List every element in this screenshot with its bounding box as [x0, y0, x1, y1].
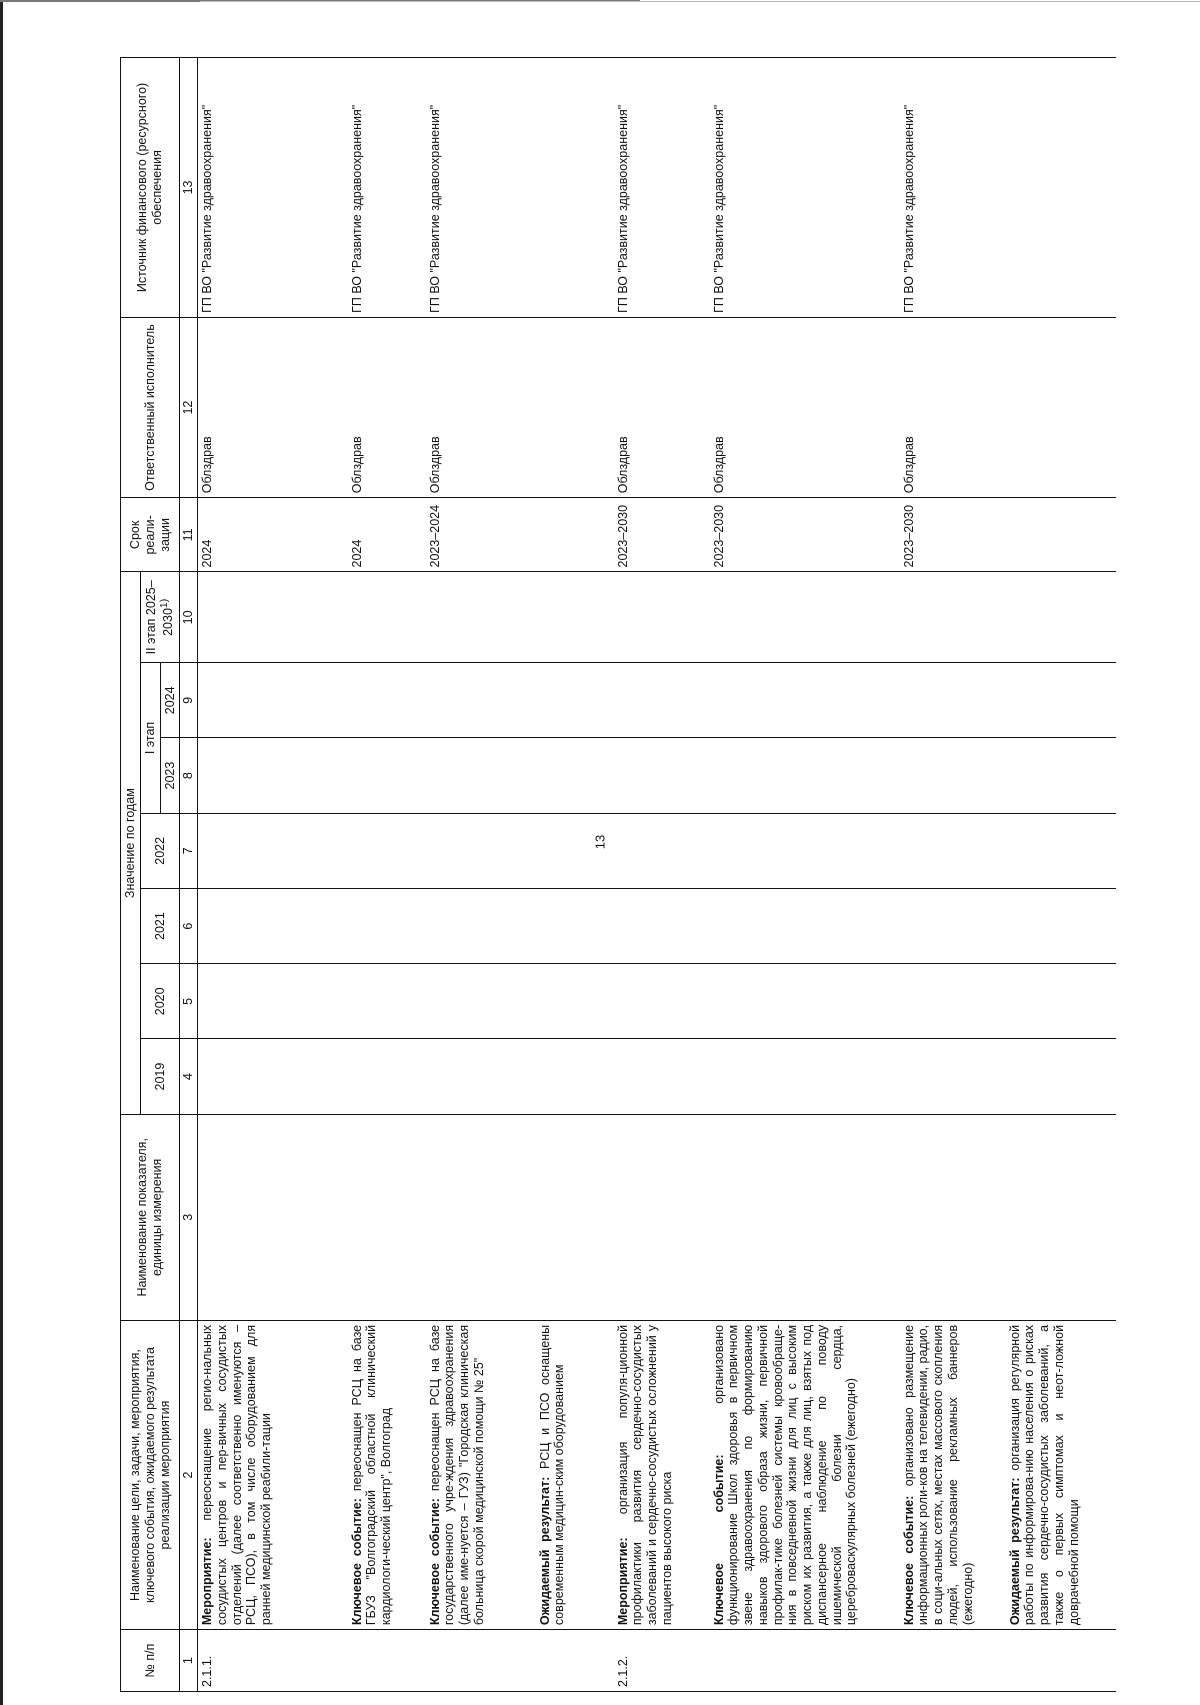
value-cell — [198, 1039, 348, 1114]
term-cell — [536, 498, 614, 572]
value-cell — [198, 572, 348, 663]
value-cell — [348, 1039, 426, 1114]
value-cell — [426, 738, 536, 813]
value-cell — [710, 964, 900, 1039]
value-cell — [348, 738, 426, 813]
value-cell — [348, 663, 426, 738]
table-row — [710, 58, 900, 1692]
item-label: Ключевое событие: — [901, 1495, 916, 1626]
value-cell — [900, 964, 1006, 1039]
header-stage2 — [140, 572, 180, 663]
scan-top-line — [200, 1, 1200, 2]
value-cell — [1006, 738, 1116, 813]
term-cell: 2023–2030 — [614, 498, 710, 572]
item-description — [614, 1320, 710, 1629]
value-cell — [348, 813, 426, 888]
header-term: Срок реали-зации — [121, 498, 180, 572]
term-cell: 2023–2024 — [426, 498, 536, 572]
item-text: переоснащен РСЦ на базе ГБУЗ "Волгоградский областной клинический кардиологи-ческий центр", Волгоград — [349, 1324, 393, 1626]
header-2022: 2022 — [140, 813, 180, 888]
header-2024: 2024 — [160, 663, 180, 738]
item-label: Ожидаемый результат: — [1007, 1477, 1022, 1626]
value-cell — [710, 663, 900, 738]
header-stage1: I этап — [140, 663, 160, 814]
row-number — [1006, 1630, 1116, 1692]
column-number: 2 — [180, 1320, 198, 1629]
item-label: Ключевое событие: — [349, 1498, 364, 1626]
indicator-cell — [198, 1114, 348, 1320]
value-cell — [710, 1039, 900, 1114]
value-cell — [426, 813, 536, 888]
item-label: Ожидаемый результат: — [537, 1476, 552, 1626]
value-cell — [536, 888, 614, 963]
item-label: Мероприятие: — [200, 1537, 214, 1626]
value-cell — [536, 813, 614, 888]
responsible-cell — [1006, 317, 1116, 497]
item-description — [900, 1320, 1006, 1629]
term-cell: 2023–2030 — [710, 498, 900, 572]
value-cell — [710, 813, 900, 888]
row-number — [900, 1630, 1006, 1692]
value-cell — [426, 663, 536, 738]
value-cell — [900, 572, 1006, 663]
value-cell — [614, 663, 710, 738]
item-description — [348, 1320, 426, 1629]
value-cell — [900, 888, 1006, 963]
table-body — [198, 58, 1116, 1692]
value-cell — [614, 964, 710, 1039]
source-cell: ГП ВО "Развитие здравоохранения" — [614, 58, 710, 318]
item-text: переоснащен РСЦ на базе государственного учре-ждения здравоохранения (далее име-нуется – ГУЗ) "Городская клиническая больница скорой медицинской помощи № 25" — [427, 1324, 486, 1626]
row-number — [536, 1630, 614, 1692]
value-cell — [900, 663, 1006, 738]
source-cell — [536, 58, 614, 318]
rotated-table-container — [120, 57, 1125, 1692]
header-source: Источник финансового (ресурсного) обеспечения — [121, 58, 180, 318]
value-cell — [1006, 572, 1116, 663]
header-2020: 2020 — [140, 964, 180, 1039]
responsible-cell — [536, 317, 614, 497]
scan-left-edge — [0, 0, 3, 1705]
table-row — [900, 58, 1006, 1692]
item-text: РСЦ и ПСО оснащены современным медицин-ским оборудованием — [537, 1324, 567, 1626]
program-table — [120, 57, 1116, 1692]
table-row — [426, 58, 536, 1692]
page-number: 13 — [592, 834, 608, 850]
value-cell — [198, 663, 348, 738]
table-row — [198, 58, 348, 1692]
item-label: Ключевое событие: — [427, 1498, 442, 1626]
value-cell — [614, 813, 710, 888]
table-row — [614, 58, 710, 1692]
value-cell — [348, 888, 426, 963]
column-number: 10 — [180, 572, 198, 663]
column-number: 4 — [180, 1039, 198, 1114]
value-cell — [426, 964, 536, 1039]
column-number: 7 — [180, 813, 198, 888]
header-num: № п/п — [121, 1630, 180, 1692]
column-number: 6 — [180, 888, 198, 963]
table-row — [348, 58, 426, 1692]
value-cell — [1006, 964, 1116, 1039]
row-number — [710, 1630, 900, 1692]
responsible-cell: Облздрав — [614, 317, 710, 497]
value-cell — [536, 964, 614, 1039]
table-row — [1006, 58, 1116, 1692]
value-cell — [348, 964, 426, 1039]
value-cell — [536, 738, 614, 813]
value-cell — [710, 738, 900, 813]
indicator-cell — [710, 1114, 900, 1320]
item-text: организовано функционирование Школ здоровья в первичном звене здравоохранения по формированию навыков здорового образа жизни, первичной профилак-тике болезней системы кровообраще-ния в повседневной жизни для лиц с высоким риском их развития, а также для лиц, взятых под диспансерное наблюдение по поводу ишемической болезни сердца, цереброваскулярных болезней (ежегодно) — [711, 1324, 859, 1626]
value-cell — [614, 1039, 710, 1114]
value-cell — [900, 813, 1006, 888]
value-cell — [1006, 663, 1116, 738]
header-2023: 2023 — [160, 738, 180, 813]
column-number: 13 — [180, 58, 198, 318]
value-cell — [348, 572, 426, 663]
row-number: 2.1.1. — [198, 1630, 348, 1692]
header-indicator: Наименование показателя, единицы измерения — [121, 1114, 180, 1320]
header-responsible: Ответственный исполнитель — [121, 317, 180, 497]
table-row — [536, 58, 614, 1692]
value-cell — [614, 572, 710, 663]
responsible-cell: Облздрав — [426, 317, 536, 497]
item-text: переоснащение регио-нальных сосудистых центров и пер-вичных сосудистых отделений (далее соответственно именуются – РСЦ, ПСО), в том числе оборудованием для ранней медицинской реабили-тации — [200, 1324, 273, 1626]
row-number — [426, 1630, 536, 1692]
column-number: 5 — [180, 964, 198, 1039]
item-label: Мероприятие: — [615, 1537, 630, 1626]
item-description — [426, 1320, 536, 1629]
item-description — [536, 1320, 614, 1629]
value-cell — [614, 888, 710, 963]
value-cell — [198, 964, 348, 1039]
value-cell — [426, 888, 536, 963]
value-cell — [198, 888, 348, 963]
responsible-cell: Облздрав — [348, 317, 426, 497]
value-cell — [900, 738, 1006, 813]
item-description — [198, 1320, 348, 1629]
item-text: организация регулярной работы по информирова-нию населения о рисках развития сердечно-сосудистых заболеваний, а также о первых симптомах и неот-ложной доврачебной помощи — [1007, 1324, 1081, 1626]
source-cell: ГП ВО "Развитие здравоохранения" — [198, 58, 348, 318]
item-label: Ключевое событие: — [711, 1454, 726, 1626]
row-number — [348, 1630, 426, 1692]
indicator-cell — [426, 1114, 536, 1320]
header-values-by-year: Значение по годам — [121, 572, 141, 1114]
column-number: 12 — [180, 317, 198, 497]
value-cell — [536, 663, 614, 738]
row-number: 2.1.2. — [614, 1630, 710, 1692]
term-cell: 2024 — [348, 498, 426, 572]
value-cell — [1006, 813, 1116, 888]
header-2019: 2019 — [140, 1039, 180, 1114]
indicator-cell — [614, 1114, 710, 1320]
column-number: 9 — [180, 663, 198, 738]
column-number: 3 — [180, 1114, 198, 1320]
source-cell: ГП ВО "Развитие здравоохранения" — [900, 58, 1006, 318]
source-cell: ГП ВО "Развитие здравоохранения" — [710, 58, 900, 318]
indicator-cell — [536, 1114, 614, 1320]
column-number: 8 — [180, 738, 198, 813]
source-cell — [1006, 58, 1116, 318]
indicator-cell — [900, 1114, 1006, 1320]
source-cell: ГП ВО "Развитие здравоохранения" — [348, 58, 426, 318]
value-cell — [426, 1039, 536, 1114]
value-cell — [1006, 888, 1116, 963]
responsible-cell: Облздрав — [710, 317, 900, 497]
value-cell — [536, 572, 614, 663]
source-cell: ГП ВО "Развитие здравоохранения" — [426, 58, 536, 318]
column-number: 11 — [180, 498, 198, 572]
value-cell — [198, 738, 348, 813]
responsible-cell: Облздрав — [900, 317, 1006, 497]
indicator-cell — [348, 1114, 426, 1320]
value-cell — [536, 1039, 614, 1114]
responsible-cell: Облздрав — [198, 317, 348, 497]
value-cell — [710, 572, 900, 663]
term-cell — [1006, 498, 1116, 572]
item-description — [1006, 1320, 1116, 1629]
header-stage2-label: II этап 2025–2030 — [144, 580, 176, 655]
header-name: Наименование цели, задачи, мероприятия, ключевого события, ожидаемого результата реализации мероприятия — [121, 1320, 180, 1629]
indicator-cell — [1006, 1114, 1116, 1320]
value-cell — [1006, 1039, 1116, 1114]
item-text: организовано размещение информационных роли-ков на телевидении, радио, в соци-альных сетях, местах массового скопления людей, использование рекламных баннеров (ежегодно) — [901, 1324, 975, 1626]
term-cell: 2023–2030 — [900, 498, 1006, 572]
header-2021: 2021 — [140, 888, 180, 963]
value-cell — [426, 572, 536, 663]
header-stage2-footnote: 1) — [158, 598, 170, 609]
value-cell — [198, 813, 348, 888]
term-cell: 2024 — [198, 498, 348, 572]
value-cell — [614, 738, 710, 813]
value-cell — [710, 888, 900, 963]
item-text: организация популя-ционной профилактики развития сердечно-сосудистых заболеваний и сердечно-сосудистых осложнений у пациентов высокого риска — [615, 1324, 674, 1626]
item-description — [710, 1320, 900, 1629]
value-cell — [900, 1039, 1006, 1114]
column-number: 1 — [180, 1630, 198, 1692]
